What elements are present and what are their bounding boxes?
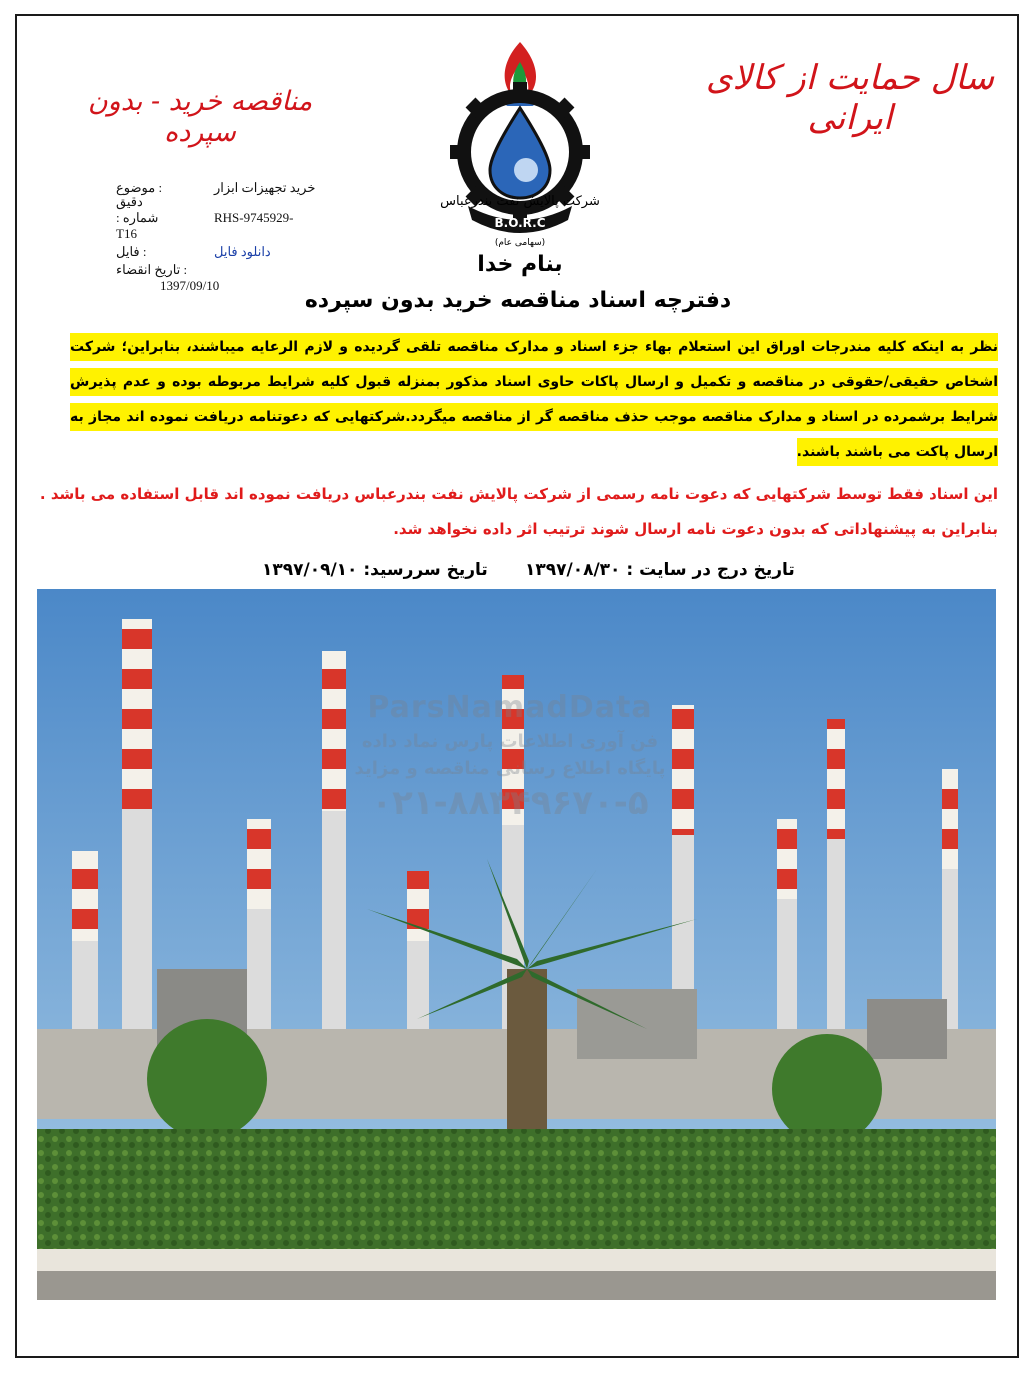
- slogan-tender-type: مناقصه خرید - بدون سپرده: [87, 86, 313, 148]
- number-label: : شماره: [116, 210, 159, 225]
- number-value: RHS-9745929-: [214, 210, 294, 225]
- bismillah-heading: بنام خدا: [477, 252, 563, 277]
- company-logo: [420, 34, 620, 249]
- warning-line-2: بنابراین به پیشنهاداتی که بدون دعوت نامه ارسال شوند ترتیب اثر داده نخواهد شد.: [393, 520, 998, 538]
- logo-letters: B.O.R.C: [494, 216, 546, 230]
- company-name: شرکت پالایش نفت بندرعباس: [440, 194, 600, 209]
- highlighted-notice: [70, 330, 998, 470]
- watermark-brand: ParsNamadData: [367, 690, 653, 725]
- number-value-cont: T16: [116, 226, 137, 241]
- dates-row: [0, 560, 1036, 590]
- warning-line-1: این اسناد فقط توسط شرکتهایی که دعوت نامه رسمی از شرکت پالایش نفت بندرعباس دریافت نموده اند قابل استفاده می باشد .: [39, 485, 998, 503]
- refinery-photo: [37, 589, 996, 1300]
- slogan-year: سال حمایت از کالای ایرانی: [705, 58, 995, 138]
- due-date: تاریخ سررسید: ۱۳۹۷/۰۹/۱۰: [262, 560, 488, 580]
- notice-text: نظر به اینکه کلیه مندرجات اوراق این استعلام بهاء جزء اسناد و مدارک مناقصه تلقی گردیده و لازم الرعایه میباشند، بنابراین؛ شرکت اشخاص حقیقی/حقوقی در مناقصه و تکمیل و ارسال پاکات حاوی اسناد مذکور بمنزله قبول کلیه شرایط مربوطه بوده و عدم پذیرش شرایط برشمرده در اسناد و مدارک مناقصه موجب حذف مناقصه گر از مناقصه میگردد.شرکتهایی که دعوتنامه دریافت نموده اند مجاز به ارسال پاکت می باشند باشند.: [70, 333, 998, 466]
- document-title: دفترچه اسناد مناقصه خرید بدون سپرده: [304, 288, 732, 313]
- company-type: (سهامی عام): [494, 238, 546, 248]
- watermark-line-2: پایگاه اطلاع رسانی مناقصه و مزاید: [354, 758, 666, 779]
- expiry-value: 1397/09/10: [160, 278, 220, 293]
- file-label: فایل :: [116, 244, 147, 259]
- watermark-line-1: فن آوری اطلاعات پارس نماد داده: [361, 731, 659, 752]
- expiry-label: تاریخ انقضاء :: [116, 262, 188, 277]
- subject-label: موضوع :: [116, 180, 163, 195]
- subject-value-cont: دقیق: [116, 194, 143, 209]
- watermark-phone: ۰۲۱-۸۸۳۴۹۶۷۰-۵: [371, 783, 649, 823]
- download-file-link[interactable]: دانلود فایل: [214, 244, 271, 259]
- subject-value: خرید تجهیزات ابزار: [214, 180, 316, 195]
- posted-date: تاریخ درج در سایت : ۱۳۹۷/۰۸/۳۰: [525, 560, 795, 580]
